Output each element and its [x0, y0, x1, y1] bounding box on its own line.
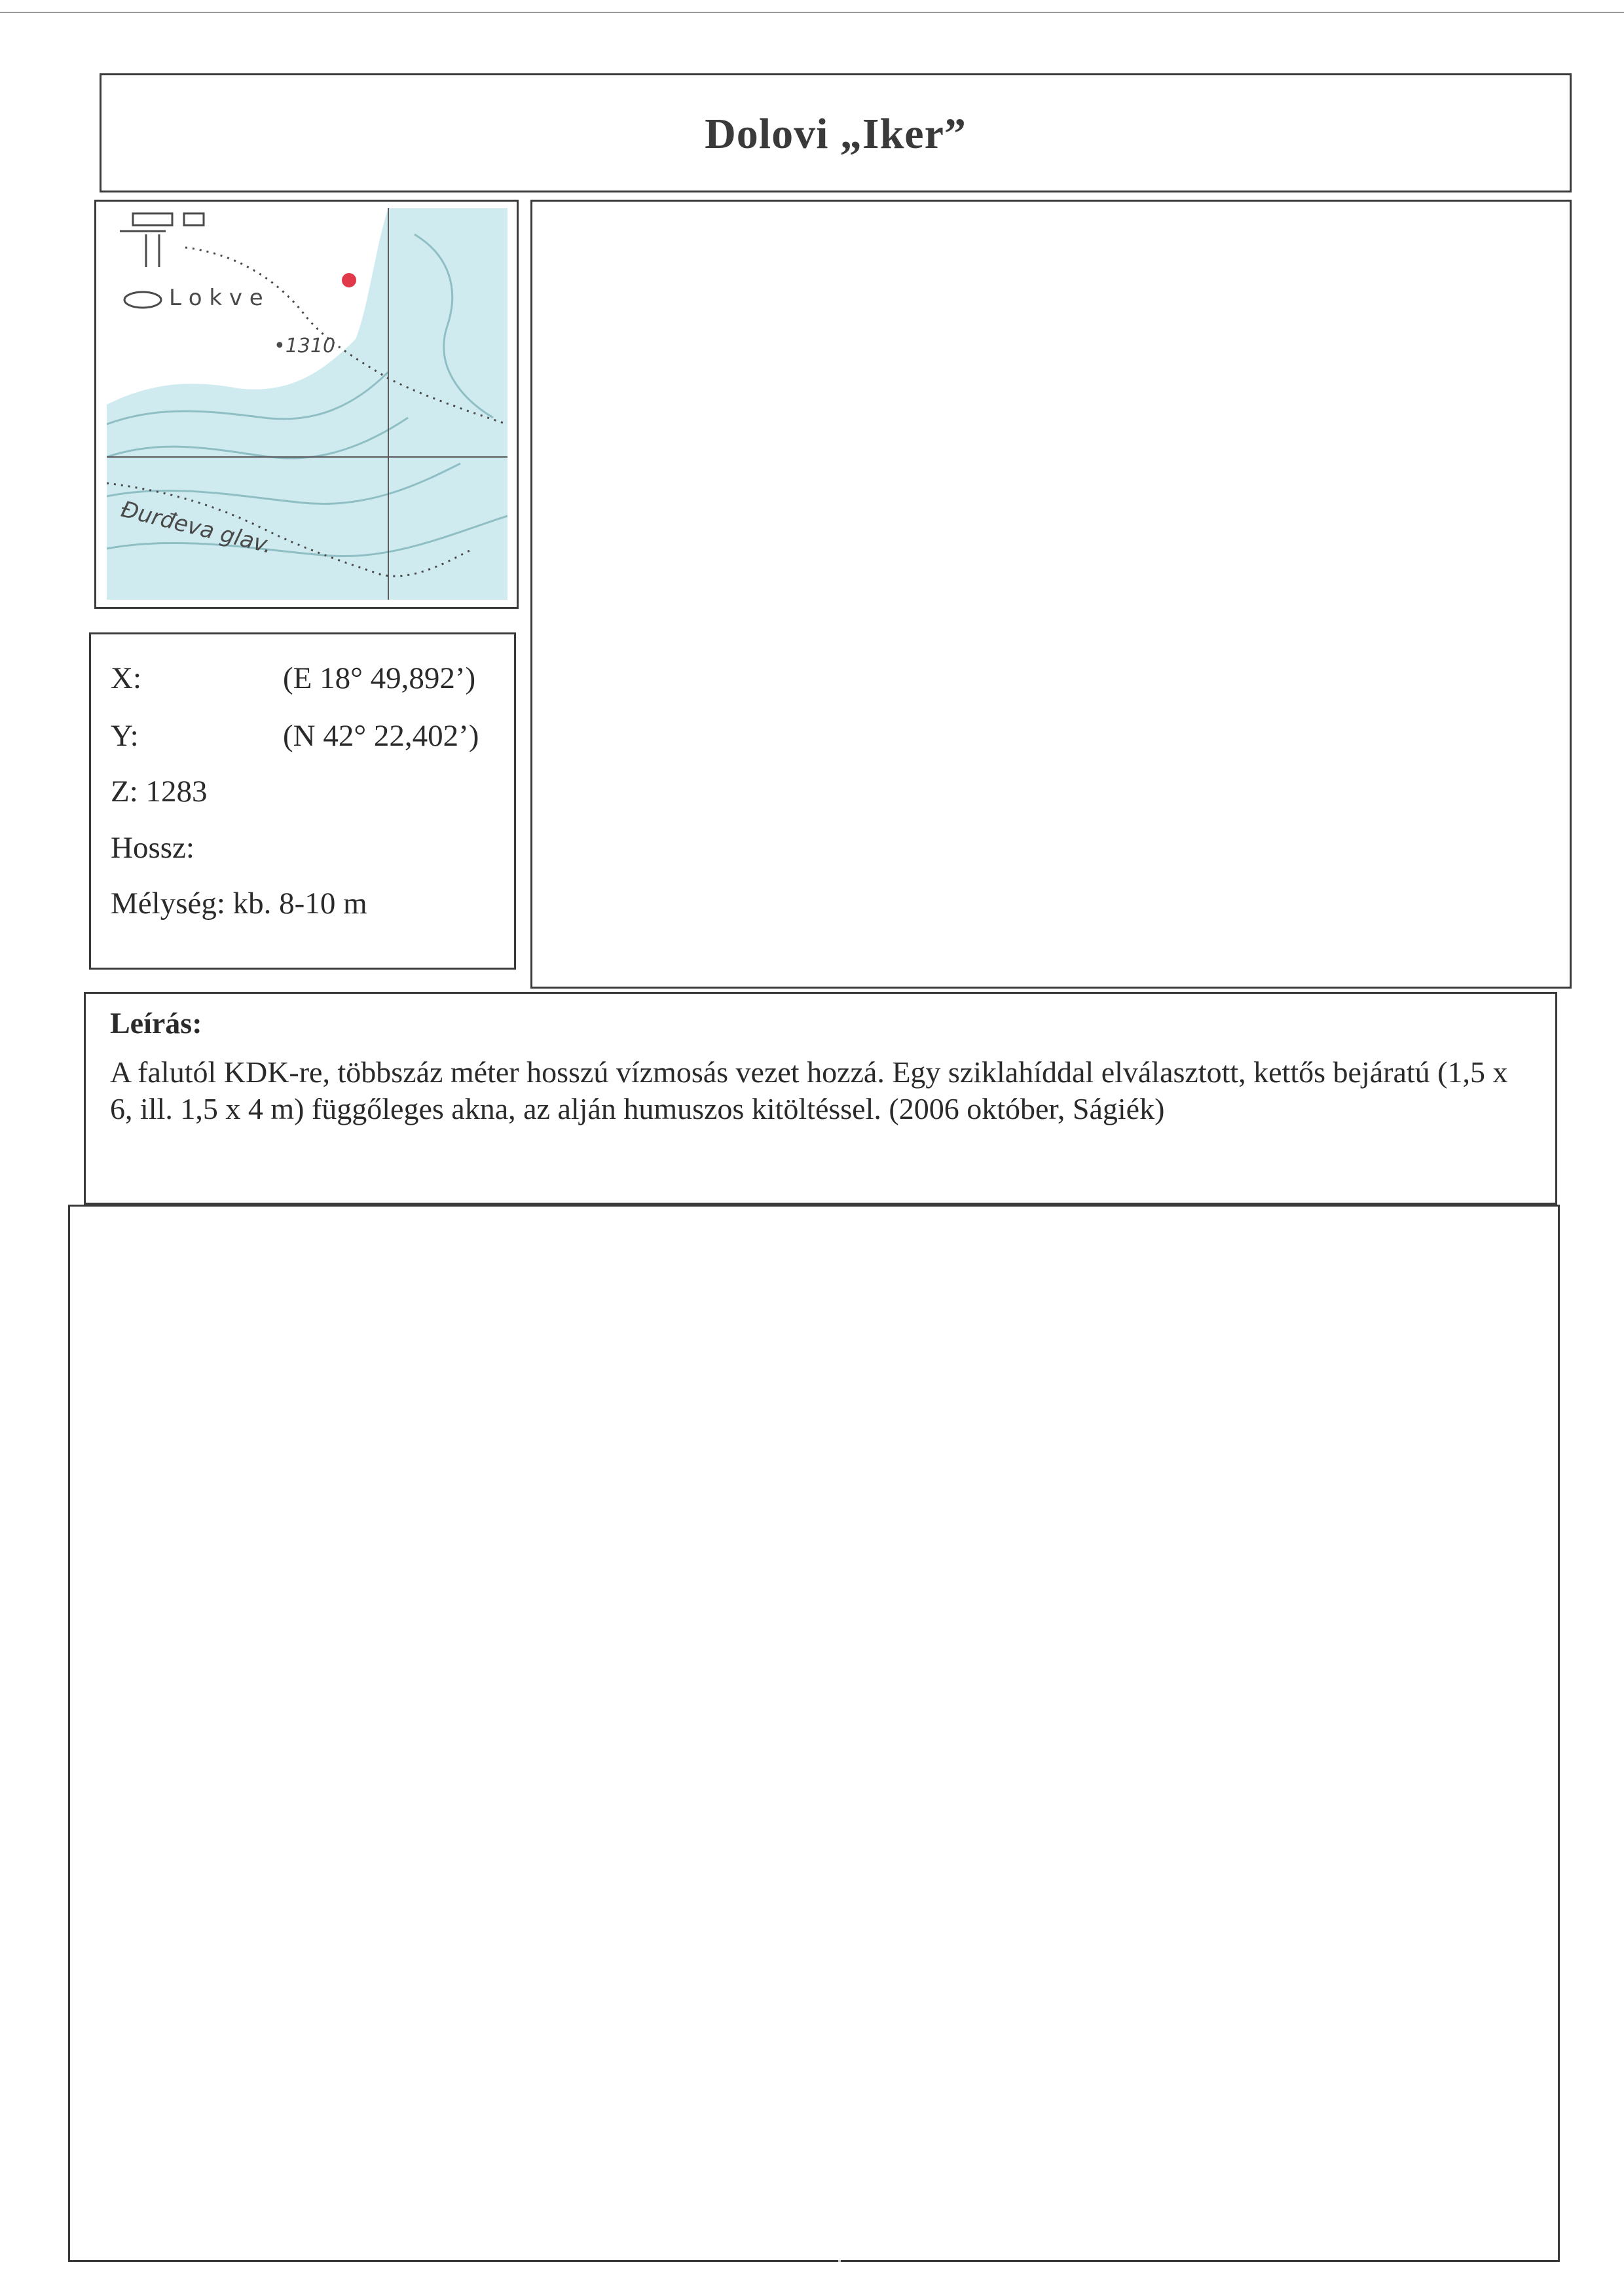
map-area-label: Đurđeva glav.	[118, 496, 275, 559]
description-heading: Leírás:	[110, 1006, 202, 1040]
depth-value: Mélység: kb. 8-10 m	[111, 886, 367, 920]
x-value: (E 18° 49,892’)	[283, 661, 476, 695]
drawing-box	[68, 1205, 1560, 2262]
map-box	[94, 200, 519, 609]
cave-location-marker	[342, 273, 356, 287]
coordinates-box	[89, 632, 516, 970]
description-text: A falutól KDK-re, többszáz méter hosszú vízmosás vezet hozzá. Egy sziklahíddal elválasztott, kettős bejáratú (1,5 x 6, ill. 1,5 x 4 m) függőleges akna, az alján humuszos kitöltéssel. (2006 október, Ságiék)	[110, 1055, 1508, 1125]
scan-speck	[838, 2260, 841, 2262]
y-label: Y:	[111, 719, 139, 753]
map-place-label: L o k v e	[169, 285, 263, 311]
y-value: (N 42° 22,402’)	[283, 719, 479, 753]
top-rule	[0, 12, 1624, 13]
topographic-map	[107, 208, 507, 600]
length-label: Hossz:	[111, 831, 194, 865]
title-box	[100, 73, 1572, 192]
description-box	[84, 992, 1557, 1205]
map-elevation-label: •1310	[274, 335, 336, 357]
page-title: Dolovi „Iker”	[705, 110, 967, 158]
photo-box	[530, 200, 1572, 989]
z-value: Z: 1283	[111, 774, 208, 809]
x-label: X:	[111, 661, 141, 695]
